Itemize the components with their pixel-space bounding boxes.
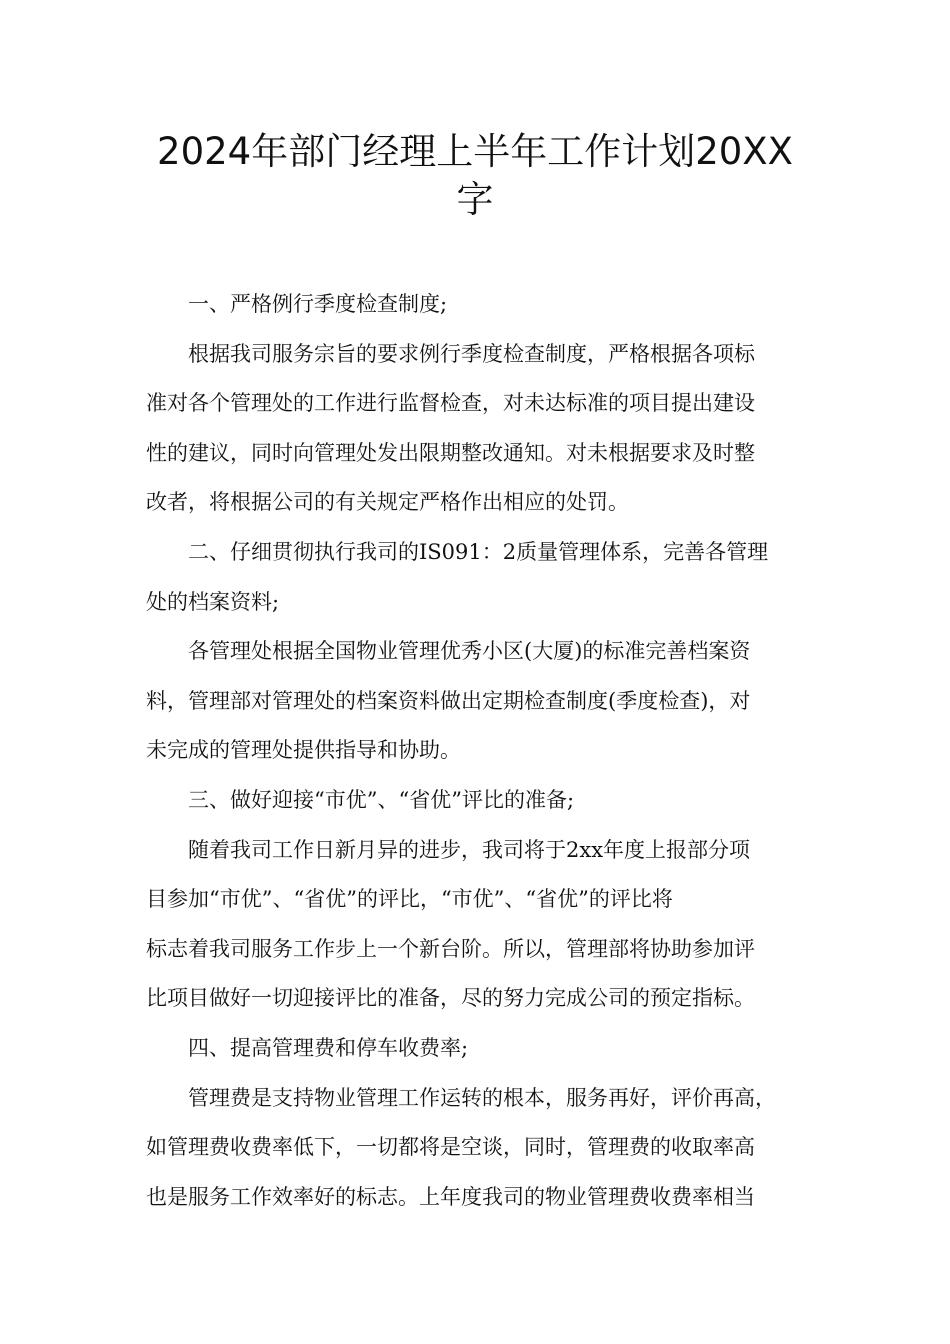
text-line: 标志着我司服务工作步上一个新台阶。所以，管理部将协助参加评 bbox=[146, 936, 755, 961]
document-title bbox=[0, 128, 950, 224]
text-line: 料，管理部对管理处的档案资料做出定期检查制度(季度检查)，对 bbox=[146, 688, 751, 713]
body-paragraph-1 bbox=[146, 330, 818, 528]
text-line: 随着我司工作日新月异的进步，我司将于2xx年度上报部分项 bbox=[188, 837, 751, 862]
document-body bbox=[146, 280, 818, 1222]
text-line: 三、做好迎接“市优”、“省优”评比的准备; bbox=[188, 787, 575, 812]
text-line: 如管理费收费率低下，一切都将是空谈，同时，管理费的收取率高 bbox=[146, 1135, 755, 1160]
section-heading-4 bbox=[146, 1024, 818, 1074]
title-line: 2024年部门经理上半年工作计划20XX bbox=[157, 130, 793, 173]
text-line: 改者，将根据公司的有关规定严格作出相应的处罚。 bbox=[146, 490, 629, 515]
text-line: 准对各个管理处的工作进行监督检查，对未达标准的项目提出建设 bbox=[146, 391, 755, 416]
text-line: 管理费是支持物业管理工作运转的根本，服务再好，评价再高， bbox=[188, 1085, 776, 1110]
section-heading-3 bbox=[146, 776, 818, 826]
text-line: 目参加“市优”、“省优”的评比，“市优”、“省优”的评比将 bbox=[146, 887, 673, 912]
text-line: 一、严格例行季度检查制度; bbox=[188, 292, 448, 316]
section-heading-1 bbox=[146, 280, 818, 330]
text-line: 各管理处根据全国物业管理优秀小区(大厦)的标准完善档案资 bbox=[188, 639, 751, 664]
body-paragraph-4 bbox=[146, 1074, 818, 1223]
text-line: 未完成的管理处提供指导和协助。 bbox=[146, 738, 461, 763]
text-line: 四、提高管理费和停车收费率; bbox=[188, 1035, 469, 1060]
body-paragraph-2 bbox=[146, 627, 818, 776]
section-heading-2 bbox=[146, 528, 818, 627]
title-line: 字 bbox=[456, 178, 494, 221]
text-line: 也是服务工作效率好的标志。上年度我司的物业管理费收费率相当 bbox=[146, 1184, 755, 1209]
text-line: 二、仔细贯彻执行我司的IS091：2质量管理体系，完善各管理 bbox=[188, 539, 769, 564]
text-line: 根据我司服务宗旨的要求例行季度检查制度，严格根据各项标 bbox=[188, 341, 755, 366]
text-line: 性的建议，同时向管理处发出限期整改通知。对未根据要求及时整 bbox=[146, 440, 755, 465]
body-paragraph-3 bbox=[146, 826, 818, 1024]
text-line: 比项目做好一切迎接评比的准备，尽的努力完成公司的预定指标。 bbox=[146, 986, 755, 1011]
text-line: 处的档案资料; bbox=[146, 589, 280, 614]
